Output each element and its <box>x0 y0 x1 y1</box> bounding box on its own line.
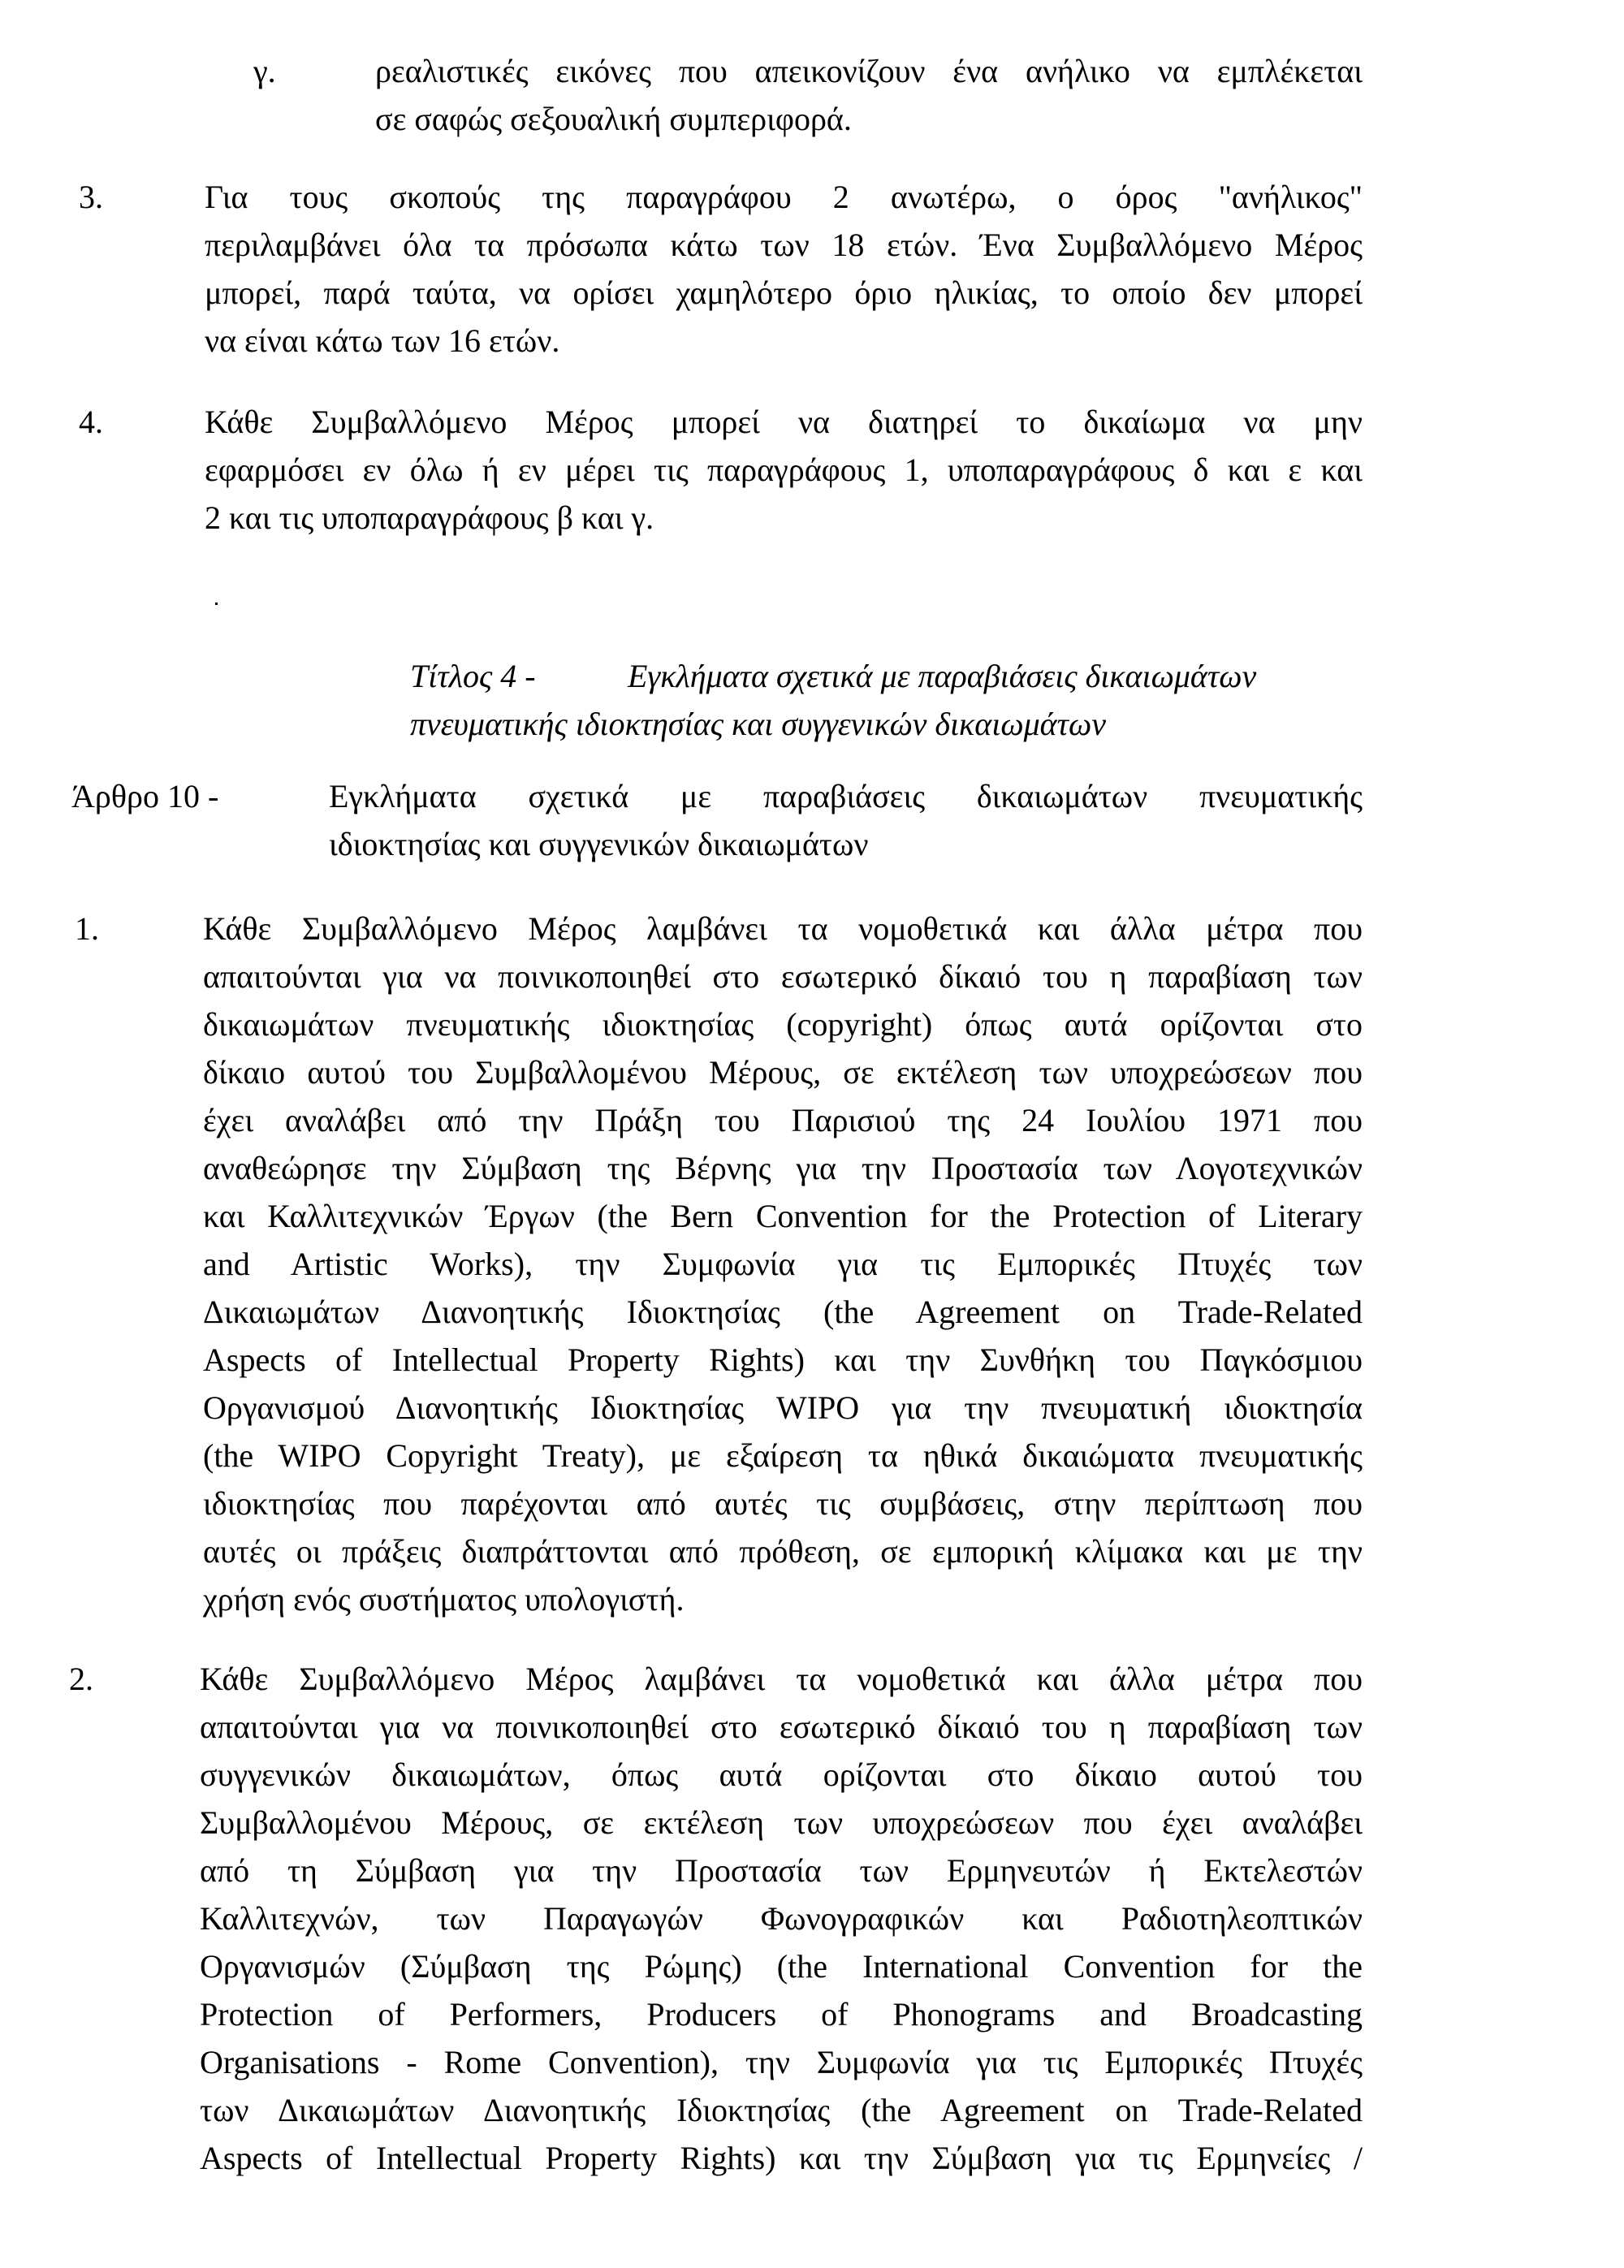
text-line: Οργανισμού Διανοητικής Ιδιοκτησίας WIPO για την πνευματική ιδιοκτησία <box>203 1389 1363 1426</box>
text-line: μπορεί, παρά ταύτα, να ορίσει χαμηλότερο όριο ηλικίας, το οποίο δεν μπορεί <box>205 274 1363 311</box>
title-text <box>410 652 1363 748</box>
text-line: αυτές οι πράξεις διαπράττονται από πρόθεση, σε εμπορική κλίμακα και με την <box>203 1533 1363 1570</box>
text-line: Aspects of Intellectual Property Rights) και την Σύμβαση για τις Ερμηνείες / <box>200 2140 1363 2176</box>
text-line: Συμβαλλομένου Μέρους, σε εκτέλεση των υποχρεώσεων που έχει αναλάβει <box>200 1804 1363 1841</box>
text-line: και Καλλιτεχνικών Έργων (the Bern Convention for the Protection of Literary <box>203 1198 1363 1234</box>
paragraph-text <box>205 398 1363 542</box>
paragraph-marker: 4. <box>79 404 103 440</box>
text-line: απαιτούνται για να ποινικοποιηθεί στο εσωτερικό δίκαιό του η παραβίαση των <box>203 958 1363 995</box>
subitem-marker: γ. <box>253 53 276 89</box>
scan-speck <box>215 603 218 605</box>
title-label: Τίτλος 4 - <box>410 658 536 694</box>
text-line: δίκαιο αυτού του Συμβαλλομένου Μέρους, σε εκτέλεση των υποχρεώσεων που <box>203 1054 1363 1091</box>
text-line: ιδιοκτησίας που παρέχονται από αυτές τις συμβάσεις, στην περίπτωση που <box>203 1485 1363 1522</box>
text-line: δικαιωμάτων πνευματικής ιδιοκτησίας (copyright) όπως αυτά ορίζονται στο <box>203 1006 1363 1043</box>
text-line: Organisations - Rome Convention), την Συμφωνία για τις Εμπορικές Πτυχές <box>200 2044 1363 2080</box>
title-line: Εγκλήματα σχετικά με παραβιάσεις δικαιωμάτων <box>628 658 1257 694</box>
title-line: πνευματικής ιδιοκτησίας και συγγενικών δικαιωμάτων <box>410 706 1106 742</box>
text-line: από τη Σύμβαση για την Προστασία των Ερμηνευτών ή Εκτελεστών <box>200 1852 1363 1889</box>
paragraph-marker: 1. <box>75 910 99 947</box>
text-line: Κάθε Συμβαλλόμενο Μέρος μπορεί να διατηρεί το δικαίωμα να μην <box>205 404 1363 440</box>
text-line: Κάθε Συμβαλλόμενο Μέρος λαμβάνει τα νομοθετικά και άλλα μέτρα που <box>203 910 1363 947</box>
text-line: των Δικαιωμάτων Διανοητικής Ιδιοκτησίας (the Agreement on Trade-Related <box>200 2092 1363 2128</box>
text-line: Κάθε Συμβαλλόμενο Μέρος λαμβάνει τα νομοθετικά και άλλα μέτρα που <box>200 1661 1363 1697</box>
text-line: Για τους σκοπούς της παραγράφου 2 ανωτέρω, ο όρος "ανήλικος" <box>205 179 1363 215</box>
text-line: 2 και τις υποπαραγράφους β και γ. <box>205 499 654 536</box>
text-line: and Artistic Works), την Συμφωνία για τις Εμπορικές Πτυχές των <box>203 1246 1363 1282</box>
text-line: απαιτούνται για να ποινικοποιηθεί στο εσωτερικό δίκαιό του η παραβίαση των <box>200 1709 1363 1745</box>
paragraph-text <box>203 905 1363 1623</box>
text-line: ρεαλιστικές εικόνες που απεικονίζουν ένα ανήλικο να εμπλέκεται <box>375 53 1363 89</box>
text-line: Οργανισμών (Σύμβαση της Ρώμης) (the International Convention for the <box>200 1948 1363 1985</box>
text-line: να είναι κάτω των 16 ετών. <box>205 322 560 359</box>
text-line: (the WIPO Copyright Treaty), με εξαίρεση τα ηθικά δικαιώματα πνευματικής <box>203 1437 1363 1474</box>
text-line: αναθεώρησε την Σύμβαση της Βέρνης για την Προστασία των Λογοτεχνικών <box>203 1150 1363 1186</box>
text-line: συγγενικών δικαιωμάτων, όπως αυτά ορίζονται στο δίκαιο αυτού του <box>200 1756 1363 1793</box>
subitem-text <box>375 47 1363 143</box>
text-line: περιλαμβάνει όλα τα πρόσωπα κάτω των 18 ετών. Ένα Συμβαλλόμενο Μέρος <box>205 227 1363 263</box>
article-title <box>329 772 1363 868</box>
paragraph-marker: 2. <box>69 1661 93 1697</box>
paragraph-text <box>200 1655 1363 2182</box>
article-title-line: Εγκλήματα σχετικά με παραβιάσεις δικαιωμάτων πνευματικής <box>329 778 1363 814</box>
text-line: Protection of Performers, Producers of Phonograms and Broadcasting <box>200 1996 1363 2033</box>
text-line: Aspects of Intellectual Property Rights) και την Συνθήκη του Παγκόσμιου <box>203 1341 1363 1378</box>
article-title-line: ιδιοκτησίας και συγγενικών δικαιωμάτων <box>329 826 869 862</box>
text-line: Δικαιωμάτων Διανοητικής Ιδιοκτησίας (the Agreement on Trade-Related <box>203 1294 1363 1330</box>
text-line: έχει αναλάβει από την Πράξη του Παρισιού της 24 Ιουλίου 1971 που <box>203 1102 1363 1138</box>
text-line: σε σαφώς σεξουαλική συμπεριφορά. <box>375 101 852 137</box>
paragraph-text <box>205 173 1363 365</box>
article-label: Άρθρο 10 - <box>71 778 219 814</box>
paragraph-marker: 3. <box>79 179 103 215</box>
text-line: Καλλιτεχνών, των Παραγωγών Φωνογραφικών και Ραδιοτηλεοπτικών <box>200 1900 1363 1937</box>
text-line: χρήση ενός συστήματος υπολογιστή. <box>203 1581 685 1618</box>
text-line: εφαρμόσει εν όλω ή εν μέρει τις παραγράφους 1, υποπαραγράφους δ και ε και <box>205 451 1363 488</box>
